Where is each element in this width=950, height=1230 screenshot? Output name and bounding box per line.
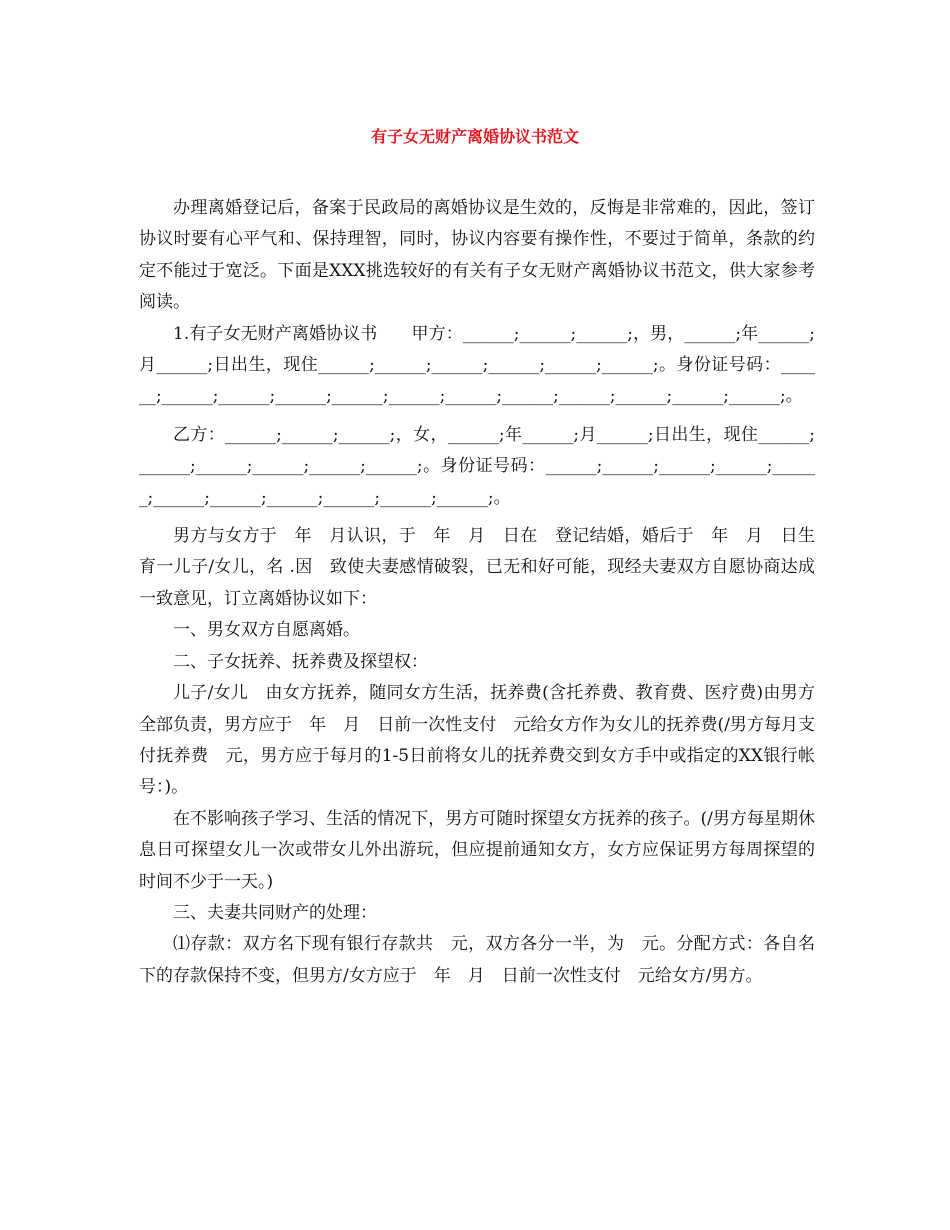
party-b-paragraph: 乙方：______;______;______;，女，______;年______;月______;日出生，现住______;______;______;______;______;______;。身份证号码：______;______;______;______;______;______;______;______;______;______;______;。	[139, 424, 815, 508]
clause-three-heading: 三、夫妻共同财产的处理：	[173, 902, 377, 923]
document-body	[139, 193, 815, 992]
clause-two-heading: 二、子女抚养、抚养费及探望权：	[173, 651, 428, 672]
savings-paragraph: ⑴存款：双方名下现有银行存款共 元，双方各分一半，为 元。分配方式：各自名下的存款保持不变，但男方/女方应于 年 月 日前一次性支付 元给女方/男方。	[139, 934, 815, 986]
intro-paragraph: 办理离婚登记后，备案于民政局的离婚协议是生效的，反悔是非常难的，因此，签订协议时要有心平气和、保持理智，同时，协议内容要有操作性，不要过于简单，条款的约定不能过于宽泛。下面是XXX挑选较好的有关有子女无财产离婚协议书范文，供大家参考阅读。	[139, 198, 815, 313]
clause-one: 一、男女双方自愿离婚。	[173, 620, 360, 641]
party-a-paragraph: 1.有子女无财产离婚协议书 甲方：______;______;______;，男，______;年______;月______;日出生，现住______;______;______;______;______;______;。身份证号码：______;______;______;______;______;______;______;______;______;______;______;______;。	[139, 323, 815, 407]
document-title: 有子女无财产离婚协议书范文	[370, 127, 579, 146]
marriage-facts-paragraph: 男方与女方于 年 月认识，于 年 月 日在 登记结婚，婚后于 年 月 日生育一儿子/女儿，名 .因 致使夫妻感情破裂，已无和好可能，现经夫妻双方自愿协商达成一致意见，订立离婚协议如下：	[139, 526, 815, 609]
custody-paragraph: 儿子/女儿 由女方抚养，随同女方生活，抚养费(含托养费、教育费、医疗费)由男方全部负责，男方应于 年 月 日前一次性支付 元给女方作为女儿的抚养费(/男方每月支付抚养费 元，男方应于每月的1-5日前将女儿的抚养费交到女方手中或指定的XX银行帐号：)。	[139, 683, 815, 798]
visitation-paragraph: 在不影响孩子学习、生活的情况下，男方可随时探望女方抚养的孩子。(/男方每星期休息日可探望女儿一次或带女儿外出游玩，但应提前通知女方，女方应保证男方每周探望的时间不少于一天。)	[139, 808, 815, 892]
